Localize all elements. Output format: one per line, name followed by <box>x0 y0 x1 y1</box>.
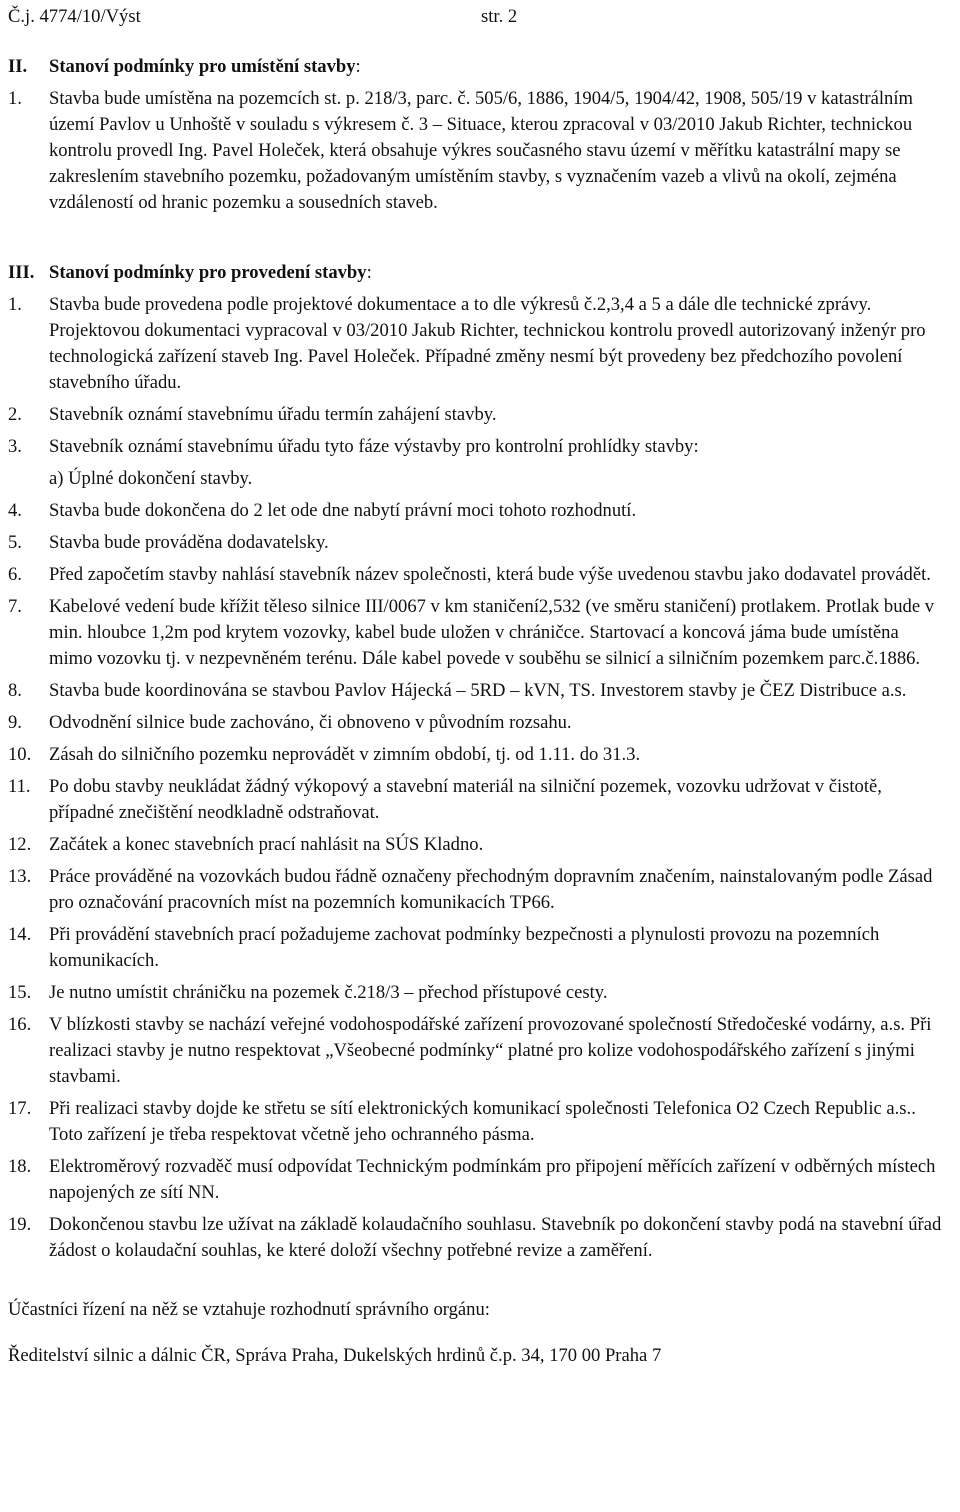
condition-text: Dokončenou stavbu lze užívat na základě kolaudačního souhlasu. Stavebník po dokončení stavby podá na stavební úřad žádost o kolaudační souhlas, ke které doloží všechny potřebné revize a zaměření. <box>49 1214 942 1261</box>
condition-text: Stavba bude provedena podle projektové dokumentace a to dle výkresů č.2,3,4 a 5 a dále dle technické zprávy. Projektovou dokumentaci vypracoval v 03/2010 Jakub Richter, technickou kontrolu provedl autorizovaný inženýr pro technologická zařízení staveb Ing. Pavel Holeček. Případné změny nesmí být provedeny bez předchozího povolení stavebního úřadu. <box>49 294 926 393</box>
condition-text: Je nutno umístit chráničku na pozemek č.218/3 – přechod přístupové cesty. <box>49 982 608 1003</box>
list-item: 13. Práce prováděné na vozovkách budou řádně označeny přechodným dopravním značením, nainstalovaným podle Zásad pro označování pracovních míst na pozemních komunikacích TP66. <box>8 866 933 913</box>
section-3-heading: III. Stanoví podmínky pro provedení stavby: <box>8 260 943 286</box>
list-item: 11. Po dobu stavby neukládat žádný výkopový a stavební materiál na silniční pozemek, vozovku udržovat v čistotě, případné znečištění neodkladně odstraňovat. <box>8 776 882 823</box>
list-item: 19. Dokončenou stavbu lze užívat na základě kolaudačního souhlasu. Stavebník po dokončení stavby podá na stavební úřad žádost o kolaudační souhlas, ke které doloží všechny potřebné revize a zaměření. <box>8 1214 942 1261</box>
condition-text: Stavba bude prováděna dodavatelsky. <box>49 532 329 553</box>
sub-item: a) Úplné dokončení stavby. <box>49 468 253 489</box>
condition-text: Zásah do silničního pozemku neprovádět v zimním období, tj. od 1.11. do 31.3. <box>49 744 641 765</box>
section-3-number: III. <box>8 262 35 283</box>
list-item: 3. Stavebník oznámí stavebnímu úřadu tyto fáze výstavby pro kontrolní prohlídky stavby: a) Úplné dokončení stavby. <box>8 434 943 492</box>
condition-text: Stavba bude koordinována se stavbou Pavlov Hájecká – 5RD – kVN, TS. Investorem stavby je ČEZ Distribuce a.s. <box>49 680 907 701</box>
condition-text: Při realizaci stavby dojde ke střetu se sítí elektronických komunikací společnosti Telefonica O2 Czech Republic a.s.. Toto zařízení je třeba respektovat včetně jeho ochranného pásma. <box>49 1098 916 1145</box>
list-item: 17. Při realizaci stavby dojde ke střetu se sítí elektronických komunikací společnosti Telefonica O2 Czech Republic a.s.. Toto zařízení je třeba respektovat včetně jeho ochranného pásma. <box>8 1098 916 1145</box>
condition-text: Stavba bude dokončena do 2 let ode dne nabytí právní moci tohoto rozhodnutí. <box>49 500 637 521</box>
condition-text: Kabelové vedení bude křížit těleso silnice III/0067 v km staničení2,532 (ve směru staničení) protlakem. Protlak bude v min. hloubce 1,2m pod krytem vozovky, kabel bude uložen v chráničce. Startovací a koncová jáma bude umístěna mimo vozovku tj. v nezpevněném terénu. Dále kabel povede v souběhu se silnicí a silničním pozemkem parc.č.1886. <box>49 596 935 669</box>
section-2-heading: II. Stanoví podmínky pro umístění stavby: <box>8 54 943 80</box>
list-item: 10. Zásah do silničního pozemku neprovádět v zimním období, tj. od 1.11. do 31.3. <box>8 744 641 765</box>
condition-text: Po dobu stavby neukládat žádný výkopový a stavební materiál na silniční pozemek, vozovku udržovat v čistotě, případné znečištění neodkladně odstraňovat. <box>49 776 882 823</box>
participant-address: Ředitelství silnic a dálnic ČR, Správa Praha, Dukelských hrdinů č.p. 34, 170 00 Praha 7 <box>8 1345 662 1366</box>
list-item: 12. Začátek a konec stavebních prací nahlásit na SÚS Kladno. <box>8 834 484 855</box>
condition-text: Práce prováděné na vozovkách budou řádně označeny přechodným dopravním značením, nainstalovaným podle Zásad pro označování pracovních míst na pozemních komunikacích TP66. <box>49 866 933 913</box>
condition-text: Před započetím stavby nahlásí stavebník název společnosti, která bude výše uvedenou stavbu jako dodavatel provádět. <box>49 564 931 585</box>
page-number: str. 2 <box>481 6 518 27</box>
list-item: 15. Je nutno umístit chráničku na pozemek č.218/3 – přechod přístupové cesty. <box>8 982 608 1003</box>
list-item: 2. Stavebník oznámí stavebnímu úřadu termín zahájení stavby. <box>8 404 497 425</box>
page-header <box>8 4 943 30</box>
list-item: 14. Při provádění stavebních prací požadujeme zachovat podmínky bezpečnosti a plynulosti provozu na pozemních komunikacích. <box>8 924 880 971</box>
list-item: 6. Před započetím stavby nahlásí stavebník název společnosti, která bude výše uvedenou stavbu jako dodavatel provádět. <box>8 564 931 585</box>
condition-text: Začátek a konec stavebních prací nahlásit na SÚS Kladno. <box>49 834 484 855</box>
condition-text: Stavba bude umístěna na pozemcích st. p. 218/3, parc. č. 505/6, 1886, 1904/5, 1904/42, 1908, 505/19 v katastrálním území Pavlov u Unhoště v souladu s výkresem č. 3 – Situace, kterou zpracoval v 03/2010 Jakub Richter, technickou kontrolu provedl Ing. Pavel Holeček, která obsahuje výkres současného stavu území v měřítku katastrální mapy se zakreslením stavebního pozemku, požadovaným umístěním stavby, s vyznačením vazeb a vlivů na okolí, zejména vzdáleností od hranic pozemku a sousedních staveb. <box>49 88 913 213</box>
list-item: 7. Kabelové vedení bude křížit těleso silnice III/0067 v km staničení2,532 (ve směru staničení) protlakem. Protlak bude v min. hloubce 1,2m pod krytem vozovky, kabel bude uložen v chráničce. Startovací a koncová jáma bude umístěna mimo vozovku tj. v nezpevněném terénu. Dále kabel povede v souběhu se silnicí a silničním pozemkem parc.č.1886. <box>8 596 935 669</box>
list-item: 16. V blízkosti stavby se nachází veřejné vodohospodářské zařízení provozované společností Středočeské vodárny, a.s. Při realizaci stavby je nutno respektovat „Všeobecné podmínky“ platné pro kolize vodohospodářského zařízení s jinými stavbami. <box>8 1014 932 1087</box>
section-3-title: Stanoví podmínky pro provedení stavby <box>49 262 367 283</box>
list-item: 8. Stavba bude koordinována se stavbou Pavlov Hájecká – 5RD – kVN, TS. Investorem stavby je ČEZ Distribuce a.s. <box>8 680 907 701</box>
section-2-number: II. <box>8 56 28 77</box>
list-item: 9. Odvodnění silnice bude zachováno, či obnoveno v původním rozsahu. <box>8 712 572 733</box>
condition-text: Při provádění stavebních prací požadujeme zachovat podmínky bezpečnosti a plynulosti provozu na pozemních komunikacích. <box>49 924 880 971</box>
list-item: 18. Elektroměrový rozvaděč musí odpovídat Technickým podmínkám pro připojení měřících zařízení v odběrných místech napojených ze sítí NN. <box>8 1156 936 1203</box>
participants-label: Účastníci řízení na něž se vztahuje rozhodnutí správního orgánu: <box>8 1299 490 1320</box>
list-item: 5. Stavba bude prováděna dodavatelsky. <box>8 532 329 553</box>
section-2-title: Stanoví podmínky pro umístění stavby <box>49 56 356 77</box>
condition-text: Elektroměrový rozvaděč musí odpovídat Technickým podmínkám pro připojení měřících zařízení v odběrných místech napojených ze sítí NN. <box>49 1156 936 1203</box>
condition-text: Stavebník oznámí stavebnímu úřadu tyto fáze výstavby pro kontrolní prohlídky stavby: <box>49 436 699 457</box>
condition-text: Odvodnění silnice bude zachováno, či obnoveno v původním rozsahu. <box>49 712 572 733</box>
document-page <box>8 4 943 1369</box>
list-item: 1. Stavba bude umístěna na pozemcích st. p. 218/3, parc. č. 505/6, 1886, 1904/5, 1904/42, 1908, 505/19 v katastrálním území Pavlov u Unhoště v souladu s výkresem č. 3 – Situace, kterou zpracoval v 03/2010 Jakub Richter, technickou kontrolu provedl Ing. Pavel Holeček, která obsahuje výkres současného stavu území v měřítku katastrální mapy se zakreslením stavebního pozemku, požadovaným umístěním stavby, s vyznačením vazeb a vlivů na okolí, zejména vzdáleností od hranic pozemku a sousedních staveb. <box>8 88 913 213</box>
condition-text: Stavebník oznámí stavebnímu úřadu termín zahájení stavby. <box>49 404 497 425</box>
case-reference: Č.j. 4774/10/Výst <box>8 6 141 27</box>
list-item: 4. Stavba bude dokončena do 2 let ode dne nabytí právní moci tohoto rozhodnutí. <box>8 500 637 521</box>
list-item: 1. Stavba bude provedena podle projektové dokumentace a to dle výkresů č.2,3,4 a 5 a dále dle technické zprávy. Projektovou dokumentaci vypracoval v 03/2010 Jakub Richter, technickou kontrolu provedl autorizovaný inženýr pro technologická zařízení staveb Ing. Pavel Holeček. Případné změny nesmí být provedeny bez předchozího povolení stavebního úřadu. <box>8 294 926 393</box>
condition-text: V blízkosti stavby se nachází veřejné vodohospodářské zařízení provozované společností Středočeské vodárny, a.s. Při realizaci stavby je nutno respektovat „Všeobecné podmínky“ platné pro kolize vodohospodářského zařízení s jinými stavbami. <box>49 1014 932 1087</box>
